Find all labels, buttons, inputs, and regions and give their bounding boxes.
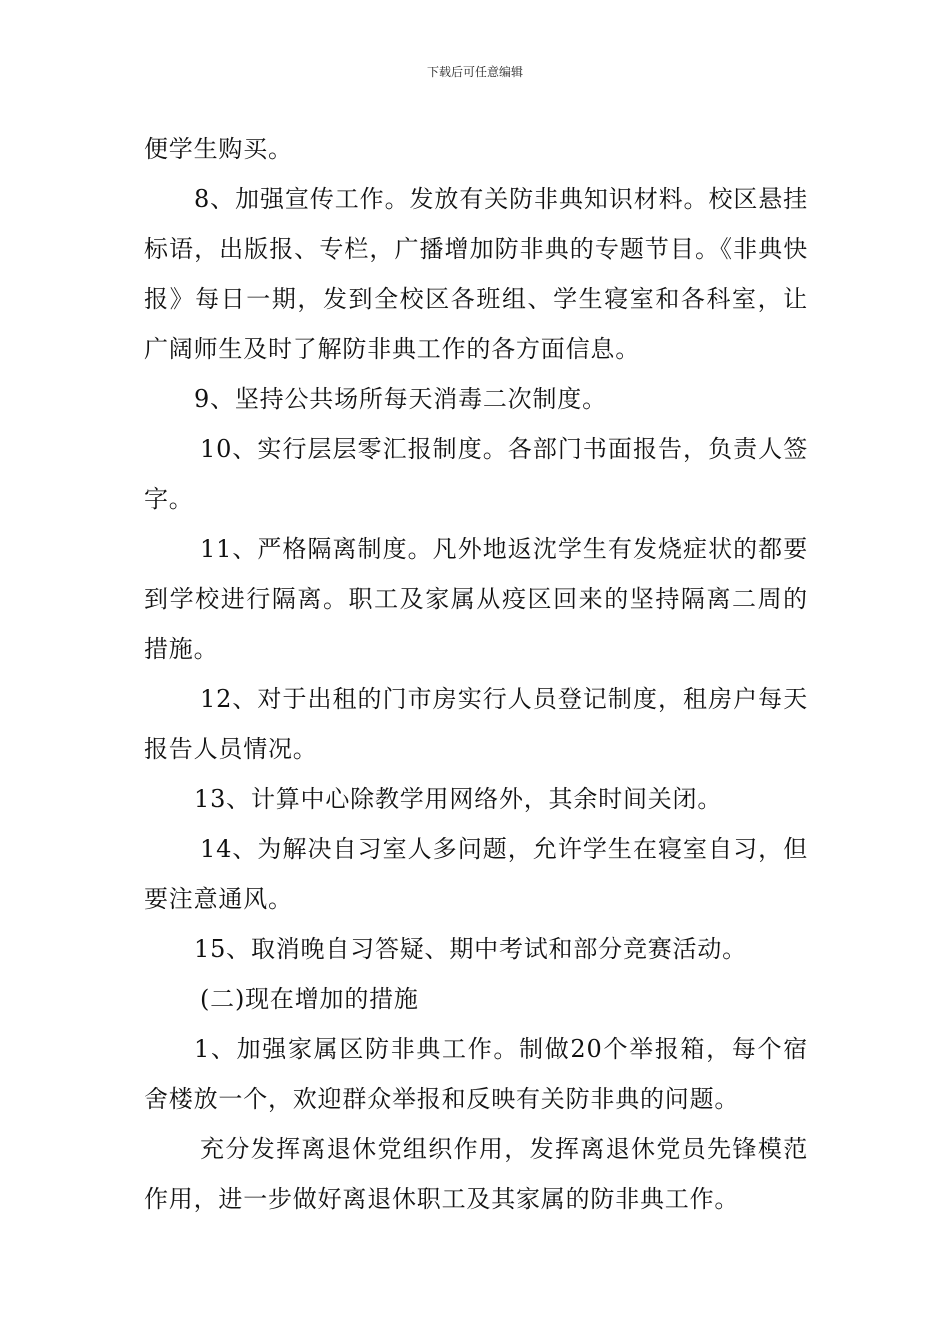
section-heading: (二)现在增加的措施 [200, 985, 419, 1013]
paragraph-item-13: 13、计算中心除教学用网络外，其余时间关闭。 [194, 785, 723, 813]
paragraph-item-15: 15、取消晚自习答疑、期中考试和部分竞赛活动。 [194, 935, 747, 963]
paragraph-item-10: 10、实行层层零汇报制度。各部门书面报告，负责人签字。 [144, 435, 808, 513]
paragraph-item-9: 9、坚持公共场所每天消毒二次制度。 [194, 385, 607, 413]
paragraph-continuation: 便学生购买。 [144, 135, 293, 163]
paragraph-item-11: 11、严格隔离制度。凡外地返沈学生有发烧症状的都要到学校进行隔离。职工及家属从疫区回来的坚持隔离二周的措施。 [144, 535, 808, 663]
paragraph-item-8: 8、加强宣传工作。发放有关防非典知识材料。校区悬挂标语，出版报、专栏，广播增加防非典的专题节目。《非典快报》每日一期，发到全校区各班组、学生寝室和各科室，让广阔师生及时了解防非典工作的各方面信息。 [144, 185, 808, 363]
page-header: 下载后可任意编辑 [426, 65, 523, 79]
document-body [144, 124, 808, 1224]
paragraph-retirees: 充分发挥离退休党组织作用，发挥离退休党员先锋模范作用，进一步做好离退休职工及其家属的防非典工作。 [144, 1135, 808, 1213]
paragraph-item-12: 12、对于出租的门市房实行人员登记制度，租房户每天报告人员情况。 [144, 685, 808, 763]
paragraph-item-14: 14、为解决自习室人多问题，允许学生在寝室自习，但要注意通风。 [144, 835, 808, 913]
paragraph-new-item-1: 1、加强家属区防非典工作。制做20个举报箱，每个宿舍楼放一个，欢迎群众举报和反映有关防非典的问题。 [144, 1035, 808, 1113]
